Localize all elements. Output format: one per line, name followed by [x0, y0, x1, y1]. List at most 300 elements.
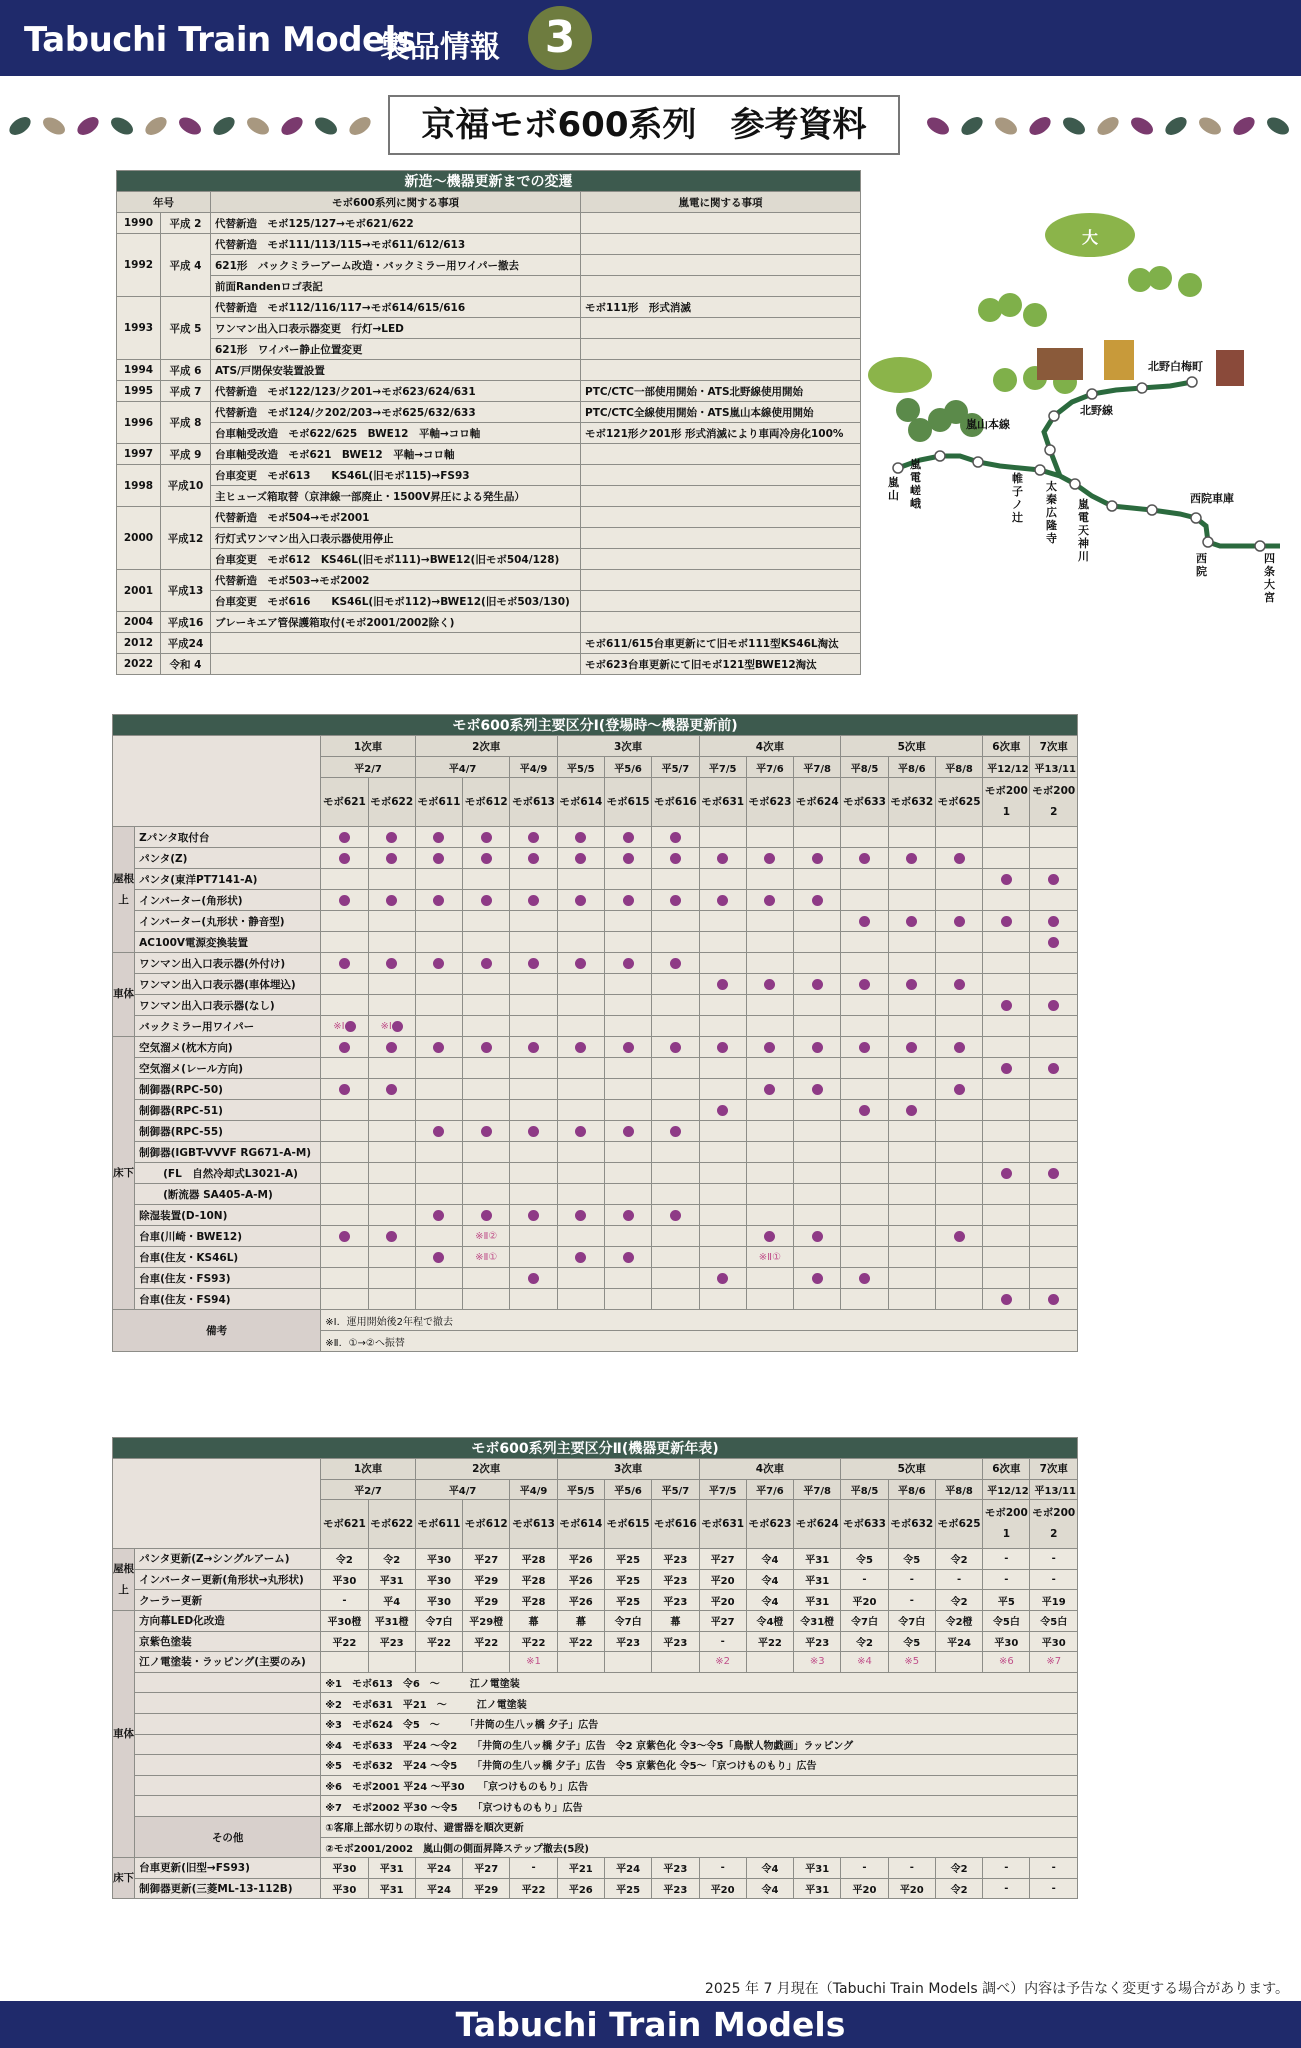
date-header: 平4/9 [510, 1479, 557, 1500]
value-cell [1030, 974, 1078, 995]
route-map [860, 150, 1300, 620]
dot-mark [717, 853, 728, 864]
value-cell [604, 827, 651, 848]
value-cell [463, 1037, 510, 1058]
value-cell [888, 1037, 935, 1058]
dot-mark [670, 895, 681, 906]
value-cell [321, 848, 368, 869]
dot-mark [906, 1105, 917, 1116]
value-cell: 平30 [415, 1549, 462, 1570]
date-header: 平4/9 [510, 757, 557, 778]
value-cell [415, 953, 462, 974]
value-cell [557, 1652, 604, 1673]
history-era: 平成 4 [161, 234, 211, 297]
value-cell [983, 953, 1030, 974]
row-label: 台車(川崎・BWE12) [135, 1226, 321, 1247]
value-cell [841, 995, 888, 1016]
date-header: 平13/11 [1030, 757, 1078, 778]
dot-mark [717, 1042, 728, 1053]
value-cell: 幕 [510, 1610, 557, 1631]
value-cell: 令7白 [604, 1610, 651, 1631]
value-cell [983, 1058, 1030, 1079]
date-header: 平5/7 [652, 757, 699, 778]
value-cell [604, 1226, 651, 1247]
station-marker [1255, 541, 1265, 551]
value-cell [699, 1100, 746, 1121]
value-cell [746, 974, 793, 995]
value-cell [794, 1121, 841, 1142]
dot-mark [764, 853, 775, 864]
value-cell [604, 1142, 651, 1163]
value-cell [888, 1268, 935, 1289]
dot-mark [481, 853, 492, 864]
dot-mark [528, 1210, 539, 1221]
value-cell: 令7白 [888, 1610, 935, 1631]
value-cell [794, 869, 841, 890]
value-cell [841, 953, 888, 974]
value-cell [368, 1121, 415, 1142]
value-cell [652, 932, 699, 953]
station-shijo-omiya: 四条大宮 [1264, 552, 1275, 604]
value-cell [794, 932, 841, 953]
mark-note: ※Ⅱ② [475, 1231, 498, 1242]
value-cell: 平30橙 [321, 1610, 368, 1631]
value-cell [983, 1289, 1030, 1310]
value-cell [746, 1079, 793, 1100]
value-cell [652, 869, 699, 890]
dot-mark [906, 1042, 917, 1053]
value-cell [368, 1100, 415, 1121]
page-header [0, 0, 1301, 76]
car-number: モボ2001 [983, 778, 1030, 827]
value-cell [935, 1163, 982, 1184]
dot-mark [528, 1126, 539, 1137]
value-cell [463, 1226, 510, 1247]
value-cell [415, 1226, 462, 1247]
value-cell [935, 1079, 982, 1100]
dot-mark [433, 832, 444, 843]
value-cell [368, 827, 415, 848]
value-cell [368, 1289, 415, 1310]
value-cell [463, 1652, 510, 1673]
dot-mark [575, 1252, 586, 1263]
value-cell [510, 1142, 557, 1163]
value-cell [935, 827, 982, 848]
station-marker [1187, 377, 1197, 387]
car-number: モボ625 [935, 1500, 982, 1549]
value-cell [321, 1205, 368, 1226]
value-cell [463, 1184, 510, 1205]
history-item: 前面Randenロゴ表記 [211, 276, 581, 297]
value-cell [510, 1079, 557, 1100]
value-cell [557, 1121, 604, 1142]
value-cell [841, 1163, 888, 1184]
value-cell: 平28 [510, 1590, 557, 1611]
value-cell: 令4 [746, 1569, 793, 1590]
value-cell: 平30 [1030, 1631, 1078, 1652]
remark-text: ※Ⅱ．①→②へ振替 [321, 1331, 1078, 1352]
dot-mark [623, 895, 634, 906]
value-cell [557, 1289, 604, 1310]
dot-mark [717, 1273, 728, 1284]
value-cell [699, 1163, 746, 1184]
mark-note: ※Ⅱ① [758, 1252, 782, 1263]
value-cell: 平30 [321, 1569, 368, 1590]
value-cell [794, 1226, 841, 1247]
value-cell [888, 869, 935, 890]
date-header: 平7/6 [746, 757, 793, 778]
dot-mark [433, 958, 444, 969]
value-cell: 平22 [321, 1631, 368, 1652]
row-label: インバーター(丸形状・静音型) [135, 911, 321, 932]
history-era: 平成16 [161, 612, 211, 633]
value-cell [1030, 1184, 1078, 1205]
value-cell [604, 1205, 651, 1226]
value-cell [1030, 932, 1078, 953]
value-cell: 令4橙 [746, 1610, 793, 1631]
date-header: 平4/7 [415, 757, 510, 778]
car-number: モボ633 [841, 778, 888, 827]
value-cell [368, 1268, 415, 1289]
value-cell [841, 1226, 888, 1247]
group-header: 3次車 [557, 1459, 699, 1480]
value-cell [510, 1268, 557, 1289]
value-cell: 平24 [935, 1631, 982, 1652]
dot-mark [670, 1126, 681, 1137]
value-cell [746, 995, 793, 1016]
dot-mark [528, 832, 539, 843]
history-item: 代替新造 モボ125/127→モボ621/622 [211, 213, 581, 234]
row-label: クーラー更新 [135, 1590, 321, 1611]
value-cell [841, 1037, 888, 1058]
value-cell [841, 1121, 888, 1142]
value-cell [888, 848, 935, 869]
value-cell [699, 1184, 746, 1205]
value-cell [604, 848, 651, 869]
value-cell: - [888, 1590, 935, 1611]
value-cell: - [1030, 1878, 1078, 1899]
value-cell [1030, 1289, 1078, 1310]
history-era: 平成10 [161, 465, 211, 507]
value-cell [888, 1226, 935, 1247]
car-number: モボ615 [604, 778, 651, 827]
value-cell [888, 1163, 935, 1184]
footer-brand: Tabuchi Train Models [455, 2005, 846, 2044]
value-cell [368, 1058, 415, 1079]
value-cell [746, 890, 793, 911]
value-cell [557, 974, 604, 995]
history-year: 2012 [117, 633, 161, 654]
value-cell [699, 890, 746, 911]
value-cell [1030, 953, 1078, 974]
value-cell [841, 1205, 888, 1226]
header-blank [113, 1459, 321, 1549]
value-cell [368, 1247, 415, 1268]
value-cell [746, 827, 793, 848]
value-cell [935, 1058, 982, 1079]
dot-mark [575, 1042, 586, 1053]
footnote-spacer [135, 1713, 321, 1734]
history-item: 代替新造 モボ503→モボ2002 [211, 570, 581, 591]
value-cell [557, 1163, 604, 1184]
row-label: (FL 自然冷却式L3021-A) [135, 1163, 321, 1184]
date-header: 平7/8 [794, 1479, 841, 1500]
history-note [581, 570, 861, 591]
value-cell [841, 1100, 888, 1121]
dot-mark [433, 1210, 444, 1221]
wrap-footnote: ※3 モボ624 令5 〜 「井筒の生八ッ橋 夕子」広告 [321, 1713, 1078, 1734]
value-cell [794, 1016, 841, 1037]
value-cell [983, 848, 1030, 869]
date-header: 平13/11 [1030, 1479, 1078, 1500]
dot-mark [764, 895, 775, 906]
group-header: 2次車 [415, 736, 557, 757]
value-cell [794, 953, 841, 974]
tree-icon [978, 298, 1002, 322]
value-cell [935, 1121, 982, 1142]
value-cell [794, 1163, 841, 1184]
value-cell [415, 974, 462, 995]
value-cell: 平30 [983, 1631, 1030, 1652]
value-cell [652, 890, 699, 911]
value-cell: 令4 [746, 1549, 793, 1570]
value-cell [557, 953, 604, 974]
value-cell [983, 1205, 1030, 1226]
station-marker [1070, 479, 1080, 489]
dot-mark [433, 1042, 444, 1053]
value-cell [746, 848, 793, 869]
value-cell: 平27 [463, 1858, 510, 1879]
value-cell: 平31 [794, 1549, 841, 1570]
history-note [581, 234, 861, 255]
value-cell [935, 1652, 982, 1673]
dot-mark [392, 1021, 403, 1032]
car-number: モボ614 [557, 1500, 604, 1549]
value-cell [368, 932, 415, 953]
dot-mark [812, 853, 823, 864]
value-cell [510, 911, 557, 932]
value-cell [746, 869, 793, 890]
dot-mark [1001, 916, 1012, 927]
value-cell [652, 953, 699, 974]
value-cell [463, 1079, 510, 1100]
value-cell [463, 953, 510, 974]
value-cell [510, 1121, 557, 1142]
value-cell [746, 1163, 793, 1184]
value-cell [368, 1016, 415, 1037]
value-cell [746, 1100, 793, 1121]
group-header: 1次車 [321, 736, 416, 757]
value-cell: 平29 [463, 1590, 510, 1611]
remarks-label: 備考 [113, 1310, 321, 1352]
value-cell [794, 1079, 841, 1100]
temple-icon [1037, 348, 1083, 380]
value-cell [983, 1016, 1030, 1037]
wrap-footnote: ※6 モボ2001 平24 〜平30 「京つけものもり」広告 [321, 1775, 1078, 1796]
value-cell [415, 1016, 462, 1037]
value-cell [841, 1289, 888, 1310]
history-note [581, 612, 861, 633]
value-cell [368, 953, 415, 974]
value-cell [935, 932, 982, 953]
value-cell [699, 911, 746, 932]
dot-mark [1048, 1000, 1059, 1011]
tree-icon [993, 368, 1017, 392]
car-number: モボ622 [368, 1500, 415, 1549]
value-cell [463, 911, 510, 932]
value-cell: 平4 [368, 1590, 415, 1611]
history-year: 1990 [117, 213, 161, 234]
history-item: 代替新造 モボ112/116/117→モボ614/615/616 [211, 297, 581, 318]
row-label: ワンマン出入口表示器(外付け) [135, 953, 321, 974]
car-number: モボ625 [935, 778, 982, 827]
history-year: 1996 [117, 402, 161, 444]
value-cell [321, 1100, 368, 1121]
station-marker [973, 457, 983, 467]
value-cell [604, 1652, 651, 1673]
history-note: PTC/CTC一部使用開始・ATS北野線使用開始 [581, 381, 861, 402]
dot-mark [623, 1042, 634, 1053]
value-cell [983, 1226, 1030, 1247]
history-note [581, 276, 861, 297]
dot-mark [528, 958, 539, 969]
value-cell [1030, 1268, 1078, 1289]
dot-mark [433, 853, 444, 864]
station-marker [935, 451, 945, 461]
date-header: 平12/12 [983, 757, 1030, 778]
value-cell: - [888, 1858, 935, 1879]
value-cell [415, 1142, 462, 1163]
value-cell: 平23 [652, 1590, 699, 1611]
value-cell: 平23 [652, 1858, 699, 1879]
section-label: 屋根上 [113, 1549, 135, 1611]
dot-mark [386, 832, 397, 843]
history-note [581, 507, 861, 528]
table1-title: モボ600系列主要区分Ⅰ(登場時〜機器更新前) [113, 715, 1078, 736]
group-header: 4次車 [699, 1459, 841, 1480]
value-cell: 平31 [368, 1569, 415, 1590]
value-cell [983, 1121, 1030, 1142]
value-cell: 平26 [557, 1878, 604, 1899]
row-label: 制御器(IGBT-VVVF RG671-A-M) [135, 1142, 321, 1163]
value-cell [510, 1058, 557, 1079]
value-cell [321, 1226, 368, 1247]
car-number: モボ621 [321, 1500, 368, 1549]
section-label: 屋根上 [113, 827, 135, 953]
value-cell [794, 848, 841, 869]
dot-mark [859, 916, 870, 927]
value-cell [321, 1163, 368, 1184]
value-cell [368, 1184, 415, 1205]
value-cell: 平20 [699, 1569, 746, 1590]
value-cell [510, 1247, 557, 1268]
value-cell [415, 1184, 462, 1205]
value-cell [321, 1652, 368, 1673]
history-era: 平成 6 [161, 360, 211, 381]
value-cell: 平30 [415, 1590, 462, 1611]
value-cell [888, 1247, 935, 1268]
value-cell [794, 974, 841, 995]
value-cell [746, 1121, 793, 1142]
value-cell [415, 1079, 462, 1100]
history-header-year: 年号 [117, 192, 211, 213]
car-number: モボ611 [415, 1500, 462, 1549]
value-cell: ※2 [699, 1652, 746, 1673]
date-header: 平7/5 [699, 757, 746, 778]
value-cell [321, 953, 368, 974]
value-cell [983, 869, 1030, 890]
value-cell [983, 1100, 1030, 1121]
value-cell [888, 1058, 935, 1079]
station-marker [1087, 389, 1097, 399]
value-cell: 令4 [746, 1878, 793, 1899]
value-cell [983, 932, 1030, 953]
history-year: 2004 [117, 612, 161, 633]
group-header: 6次車 [983, 1459, 1030, 1480]
dot-mark [1001, 1063, 1012, 1074]
value-cell [368, 869, 415, 890]
value-cell [1030, 890, 1078, 911]
value-cell: - [841, 1569, 888, 1590]
value-cell: 令7白 [841, 1610, 888, 1631]
value-cell [463, 1142, 510, 1163]
value-cell [1030, 911, 1078, 932]
history-year: 1994 [117, 360, 161, 381]
value-cell [794, 827, 841, 848]
value-cell: 平22 [510, 1631, 557, 1652]
value-cell [604, 1037, 651, 1058]
dot-mark [575, 895, 586, 906]
mark-note: ※Ⅰ [333, 1021, 345, 1032]
value-cell: 平28 [510, 1549, 557, 1570]
value-cell [368, 1079, 415, 1100]
value-cell [368, 1226, 415, 1247]
date-header: 平5/6 [604, 1479, 651, 1500]
dot-mark [481, 832, 492, 843]
row-label: 制御器(RPC-50) [135, 1079, 321, 1100]
value-cell: - [983, 1569, 1030, 1590]
value-cell [841, 869, 888, 890]
value-cell [983, 1184, 1030, 1205]
dot-mark [859, 1105, 870, 1116]
value-cell [1030, 995, 1078, 1016]
value-cell: 令5白 [1030, 1610, 1078, 1631]
value-cell [368, 890, 415, 911]
value-cell [794, 1100, 841, 1121]
value-cell [604, 974, 651, 995]
dot-mark [717, 979, 728, 990]
footnote-spacer [135, 1755, 321, 1776]
value-cell [935, 1037, 982, 1058]
dot-mark [339, 1042, 350, 1053]
value-cell: 令5 [888, 1631, 935, 1652]
value-cell [463, 848, 510, 869]
value-cell [652, 911, 699, 932]
value-cell: - [983, 1549, 1030, 1570]
value-cell [983, 911, 1030, 932]
value-cell [463, 1205, 510, 1226]
value-cell [652, 1079, 699, 1100]
history-year: 1992 [117, 234, 161, 297]
value-cell: 平23 [604, 1631, 651, 1652]
value-cell: 平29橙 [463, 1610, 510, 1631]
history-item: 台車軸受改造 モボ622/625 BWE12 平軸→コロ軸 [211, 423, 581, 444]
value-cell [935, 848, 982, 869]
value-cell: 平20 [841, 1590, 888, 1611]
value-cell [746, 1184, 793, 1205]
value-cell [415, 1268, 462, 1289]
value-cell [510, 1100, 557, 1121]
